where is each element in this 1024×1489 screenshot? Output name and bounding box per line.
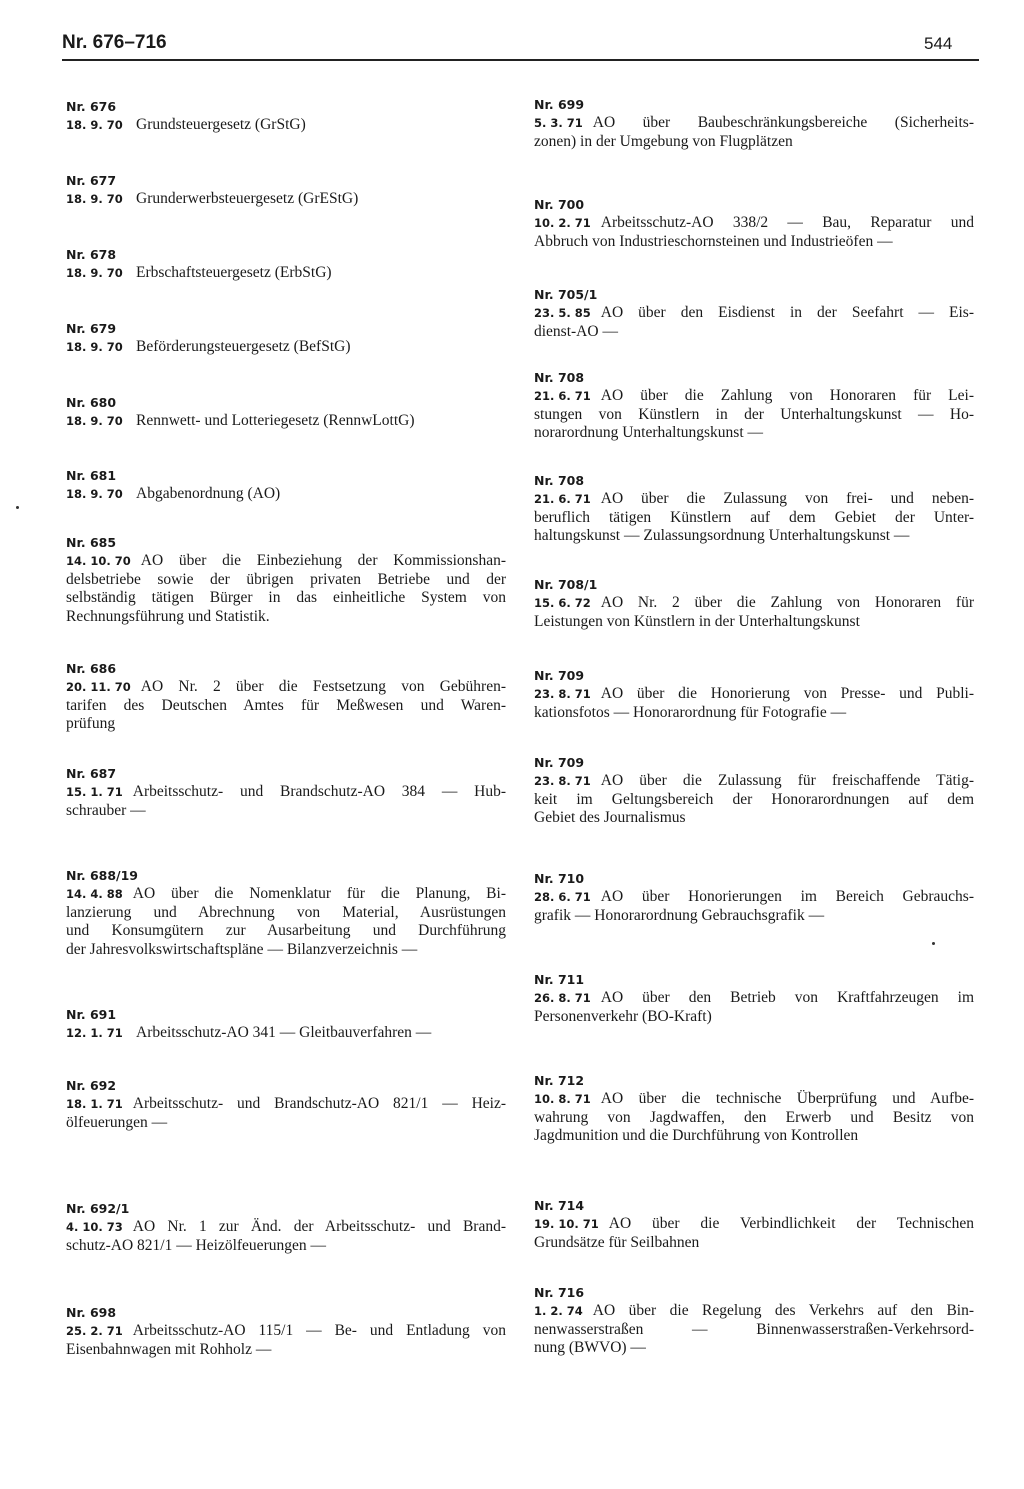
entry-text-line: [66, 485, 506, 504]
entry-number: Nr. 681: [66, 468, 117, 483]
entry-number: Nr. 686: [66, 661, 117, 676]
entry: [66, 172, 506, 209]
entry: [534, 576, 974, 631]
entry-number: Nr. 708: [534, 370, 585, 385]
entry-title: dienst-AO —: [534, 322, 618, 340]
entry-title: Beförderungsteuergesetz (BefStG): [136, 338, 351, 355]
entry-number: Nr. 714: [534, 1198, 585, 1213]
entry-date: 28. 6. 71: [534, 890, 591, 904]
entry: [66, 1006, 506, 1043]
entry-number: Nr. 708/1: [534, 577, 598, 592]
entry-title: selbständig tätigen Bürger in das einheitliche System von: [66, 589, 506, 606]
entry-date: 21. 6. 71: [534, 389, 591, 403]
entry-text-line: [534, 809, 974, 828]
entry-text-line: [66, 922, 506, 941]
entry-title: Rennwett- und Lotteriegesetz (RennwLottG): [136, 412, 415, 429]
entry: [534, 472, 974, 546]
entry-text-line: [66, 715, 506, 734]
entry-date: 18. 1. 71: [66, 1097, 123, 1111]
entry-title: Abbruch von Industrieschornsteinen und Industrieöfen —: [534, 232, 893, 250]
entry-date: 15. 1. 71: [66, 785, 123, 799]
entry-number: Nr. 710: [534, 871, 585, 886]
entry-number: Nr. 687: [66, 766, 117, 781]
entry-text-line: [534, 907, 974, 926]
entry-title: AO über die Einbeziehung der Kommissionshan-: [140, 552, 506, 569]
entry-number: Nr. 700: [534, 197, 585, 212]
entry-date: 1. 2. 74: [534, 1304, 583, 1318]
entry: [534, 1197, 974, 1252]
entry-title: AO über die Zulassung von frei- und neben-: [600, 490, 974, 507]
entry-number: Nr. 692/1: [66, 1201, 130, 1216]
entry: [66, 467, 506, 504]
entry-text-line: [534, 791, 974, 810]
page-number: 544: [924, 34, 953, 53]
entry-number: Nr. 699: [534, 97, 585, 112]
entry: [66, 867, 506, 959]
entry-title: tarifen des Deutschen Amtes für Meßwesen und Waren-: [66, 696, 506, 714]
entry-number: Nr. 677: [66, 173, 117, 188]
entry-text-line: [534, 1109, 974, 1128]
entry-title: Personenverkehr (BO-Kraft): [534, 1007, 712, 1025]
entry-text-line: [534, 704, 974, 723]
entry-text-line: [534, 1215, 974, 1234]
entry-text-line: [534, 613, 974, 632]
entry: [534, 754, 974, 828]
entry: [534, 1284, 974, 1358]
entry-text-line: [66, 1322, 506, 1341]
entry: [66, 534, 506, 626]
entry-title: AO über die Nomenklatur für die Planung, Bi-: [132, 885, 506, 902]
entry-text-line: [534, 509, 974, 528]
entry-number: Nr. 680: [66, 395, 117, 410]
entry-title: Grundsteuergesetz (GrStG): [136, 116, 306, 133]
entry-date: 23. 8. 71: [534, 687, 591, 701]
entry-date: 18. 9. 70: [66, 266, 123, 280]
entry-date: 14. 10. 70: [66, 554, 131, 568]
entry-date: 4. 10. 73: [66, 1220, 123, 1234]
entry-text-line: [534, 527, 974, 546]
entry-text-line: [66, 1024, 506, 1043]
entry: [66, 1200, 506, 1255]
entry-number: Nr. 676: [66, 99, 117, 114]
entry-number: Nr. 716: [534, 1285, 585, 1300]
entry-text-line: [534, 424, 974, 443]
entry-text-line: [66, 116, 506, 135]
entry-text-line: [66, 552, 506, 571]
entry-title: Erbschaftsteuergesetz (ErbStG): [136, 264, 332, 281]
entry-number: Nr. 711: [534, 972, 585, 987]
entry-text-line: [66, 571, 506, 590]
entry-date: 18. 9. 70: [66, 487, 123, 501]
entry-text-line: [534, 989, 974, 1008]
entry: [66, 320, 506, 357]
entry: [534, 196, 974, 251]
entry-title: Arbeitsschutz-AO 115/1 — Be- und Entladung von: [132, 1322, 506, 1339]
entry-text-line: [534, 304, 974, 323]
entry-number: Nr. 691: [66, 1007, 117, 1022]
entry-text-line: [534, 323, 974, 342]
entry-date: 23. 5. 85: [534, 306, 591, 320]
entry-text-line: [66, 1095, 506, 1114]
entry-text-line: [66, 941, 506, 960]
entry-title: schutz-AO 821/1 — Heizölfeuerungen —: [66, 1236, 326, 1254]
entry: [66, 98, 506, 135]
entry-date: 21. 6. 71: [534, 492, 591, 506]
entry-text-line: [534, 406, 974, 425]
entry: [534, 96, 974, 151]
entry-title: norarordnung Unterhaltungskunst —: [534, 424, 764, 441]
entry-text-line: [534, 490, 974, 509]
entry-title: schrauber —: [66, 801, 146, 819]
entry: [66, 394, 506, 431]
entry-text-line: [66, 190, 506, 209]
entry-text-line: [66, 608, 506, 627]
entry-text-line: [66, 338, 506, 357]
entry-number: Nr. 698: [66, 1305, 117, 1320]
entry-title: AO über Honorierungen im Bereich Gebrauchs-: [600, 888, 974, 905]
entry-text-line: [534, 1339, 974, 1358]
entry-title: AO über den Eisdienst in der Seefahrt — Eis-: [600, 304, 974, 321]
entry: [66, 246, 506, 283]
entry-text-line: [534, 1008, 974, 1027]
entry-date: 15. 6. 72: [534, 596, 591, 610]
entry-date: 18. 9. 70: [66, 340, 123, 354]
entry-title: lanzierung und Abrechnung von Material, Ausrüstungen: [66, 903, 506, 921]
entry-title: stungen von Künstlern in der Unterhaltungskunst — Ho-: [534, 405, 974, 423]
header-rule: [62, 59, 979, 61]
header-range: Nr. 676–716: [62, 32, 167, 53]
entry-text-line: [66, 885, 506, 904]
entry-title: AO Nr. 1 zur Änd. der Arbeitsschutz- und Brand-: [132, 1218, 506, 1235]
entry: [66, 765, 506, 820]
entry-title: ölfeuerungen —: [66, 1113, 168, 1131]
entry-text-line: [66, 264, 506, 283]
entry-text-line: [534, 387, 974, 406]
entry-text-line: [534, 1321, 974, 1340]
entry-title: Grunderwerbsteuergesetz (GrEStG): [136, 190, 359, 207]
entry-number: Nr. 708: [534, 473, 585, 488]
entry-text-line: [66, 589, 506, 608]
entry-title: AO Nr. 2 über die Festsetzung von Gebühren-: [140, 678, 506, 695]
scan-speck: [932, 942, 935, 945]
entry-title: prüfung: [66, 715, 116, 732]
entry-text-line: [66, 678, 506, 697]
entry-title: Arbeitsschutz- und Brandschutz-AO 384 — Hub-: [132, 783, 506, 800]
entry-date: 10. 2. 71: [534, 216, 591, 230]
entry-title: AO über die Zulassung für freischaffende Tätig-: [600, 772, 974, 789]
entry-title: AO Nr. 2 über die Zahlung von Honoraren für: [600, 594, 974, 611]
entry-number: Nr. 705/1: [534, 287, 598, 302]
entry-text-line: [534, 772, 974, 791]
entry-title: AO über die Regelung des Verkehrs auf den Bin-: [592, 1302, 974, 1319]
entry-title: AO über die Verbindlichkeit der Technischen: [608, 1215, 974, 1232]
entry: [534, 870, 974, 925]
entry-title: AO über die technische Überprüfung und Aufbe-: [600, 1090, 974, 1107]
entry-date: 18. 9. 70: [66, 192, 123, 206]
entry-title: kationsfotos — Honorarordnung für Fotografie —: [534, 703, 847, 721]
entry: [66, 1077, 506, 1132]
entry-date: 18. 9. 70: [66, 414, 123, 428]
entry-title: AO über Baubeschränkungsbereiche (Sicherheits-: [592, 114, 974, 131]
entry-title: keit im Geltungsbereich der Honorarordnungen auf dem: [534, 790, 974, 808]
entry-title: AO über den Betrieb von Kraftfahrzeugen im: [600, 989, 974, 1006]
entry-title: Arbeitsschutz- und Brandschutz-AO 821/1 — Heiz-: [132, 1095, 506, 1112]
entry-text-line: [534, 1127, 974, 1146]
entry-number: Nr. 712: [534, 1073, 585, 1088]
entry-title: Leistungen von Künstlern in der Unterhaltungskunst: [534, 612, 860, 630]
entry-title: und Konsumgütern zur Ausarbeitung und Durchführung: [66, 922, 506, 939]
entry-title: delsbetriebe sowie der übrigen privaten Betriebe und der: [66, 570, 506, 588]
entry-date: 19. 10. 71: [534, 1217, 599, 1231]
entry-date: 14. 4. 88: [66, 887, 123, 901]
entry-title: wahrung von Jagdwaffen, den Erwerb und Besitz von: [534, 1108, 974, 1126]
entry-text-line: [534, 594, 974, 613]
entry-text-line: [66, 783, 506, 802]
entry-title: haltungskunst — Zulassungsordnung Unterhaltungskunst —: [534, 527, 910, 544]
entry-title: Grundsätze für Seilbahnen: [534, 1233, 700, 1251]
entry: [66, 1304, 506, 1359]
entry-title: AO über die Zahlung von Honoraren für Lei-: [600, 387, 974, 404]
entry-title: Rechnungsführung und Statistik.: [66, 607, 270, 625]
entry: [534, 1072, 974, 1146]
entry-date: 12. 1. 71: [66, 1026, 123, 1040]
entry-text-line: [66, 1218, 506, 1237]
entry-title: Eisenbahnwagen mit Rohholz —: [66, 1340, 272, 1358]
entry-title: Gebiet des Journalismus: [534, 809, 686, 826]
entry-text-line: [66, 412, 506, 431]
entry-title: AO über die Honorierung von Presse- und Publi-: [600, 685, 974, 702]
scan-speck: [16, 506, 19, 509]
entry-number: Nr. 692: [66, 1078, 117, 1093]
entry-title: zonen) in der Umgebung von Flugplätzen: [534, 132, 793, 150]
entry-number: Nr. 709: [534, 755, 585, 770]
entry-title: Arbeitsschutz-AO 338/2 — Bau, Reparatur und: [600, 214, 974, 231]
entry: [534, 286, 974, 341]
entry-text-line: [66, 1237, 506, 1256]
entry-text-line: [534, 1234, 974, 1253]
entry-text-line: [534, 233, 974, 252]
entry-date: 25. 2. 71: [66, 1324, 123, 1338]
entry-title: beruflich tätigen Künstlern auf dem Gebiet der Unter-: [534, 508, 974, 526]
entry-number: Nr. 709: [534, 668, 585, 683]
entry-title: Abgabenordnung (AO): [136, 485, 281, 502]
entry-title: der Jahresvolkswirtschaftspläne — Bilanzverzeichnis —: [66, 940, 418, 958]
entry-text-line: [534, 1090, 974, 1109]
entry-date: 26. 8. 71: [534, 991, 591, 1005]
entry-title: Jagdmunition und die Durchführung von Kontrollen: [534, 1127, 859, 1144]
entry-text-line: [534, 685, 974, 704]
entry-text-line: [66, 1114, 506, 1133]
entry-date: 18. 9. 70: [66, 118, 123, 132]
entry-title: nung (BWVO) —: [534, 1339, 646, 1356]
entry-date: 5. 3. 71: [534, 116, 583, 130]
entry: [534, 971, 974, 1026]
entry: [66, 660, 506, 734]
entry-text-line: [66, 697, 506, 716]
entry-text-line: [66, 904, 506, 923]
entry: [534, 369, 974, 443]
entry-date: 23. 8. 71: [534, 774, 591, 788]
entry-text-line: [66, 1341, 506, 1360]
entry-date: 10. 8. 71: [534, 1092, 591, 1106]
entry: [534, 667, 974, 722]
entry-text-line: [534, 1302, 974, 1321]
entry-number: Nr. 685: [66, 535, 117, 550]
entry-number: Nr. 688/19: [66, 868, 138, 883]
entry-title: grafik — Honorarordnung Gebrauchsgrafik —: [534, 906, 825, 924]
entry-title: Arbeitsschutz-AO 341 — Gleitbauverfahren —: [136, 1024, 432, 1041]
entry-number: Nr. 679: [66, 321, 117, 336]
entry-title: nenwasserstraßen — Binnenwasserstraßen-Verkehrsord-: [534, 1320, 974, 1338]
entry-text-line: [534, 133, 974, 152]
entry-text-line: [534, 214, 974, 233]
entry-text-line: [534, 888, 974, 907]
entry-text-line: [66, 802, 506, 821]
entry-date: 20. 11. 70: [66, 680, 131, 694]
entry-number: Nr. 678: [66, 247, 117, 262]
entry-text-line: [534, 114, 974, 133]
